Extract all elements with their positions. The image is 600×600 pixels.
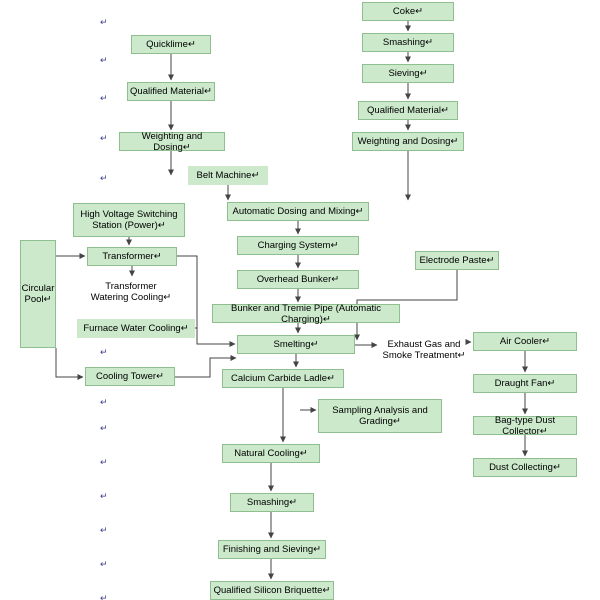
node-sieving[interactable]: Sieving↵ — [362, 64, 454, 83]
label-exhaust-gas-and-smoke-treatment: Exhaust Gas and Smoke Treatment↵ — [382, 339, 466, 361]
paragraph-mark: ↵ — [100, 457, 108, 467]
paragraph-mark: ↵ — [100, 593, 108, 600]
node-automatic-dosing-and-mixing[interactable]: Automatic Dosing and Mixing↵ — [227, 202, 369, 221]
node-bunker-and-tremie-pipe[interactable]: Bunker and Tremie Pipe (Automatic Charging)↵ — [212, 304, 400, 323]
paragraph-mark: ↵ — [100, 17, 108, 27]
node-natural-cooling[interactable]: Natural Cooling↵ — [222, 444, 320, 463]
node-smashing-top[interactable]: Smashing↵ — [362, 33, 454, 52]
node-electrode-paste[interactable]: Electrode Paste↵ — [415, 251, 499, 270]
node-charging-system[interactable]: Charging System↵ — [237, 236, 359, 255]
paragraph-mark: ↵ — [100, 397, 108, 407]
node-qualified-silicon-briquette[interactable]: Qualified Silicon Briquette↵ — [210, 581, 334, 600]
node-smelting[interactable]: Smelting↵ — [237, 335, 355, 354]
paragraph-mark: ↵ — [100, 55, 108, 65]
paragraph-mark: ↵ — [100, 173, 108, 183]
node-weighting-dosing-left[interactable]: Weighting and Dosing↵ — [119, 132, 225, 151]
node-bag-type-dust-collector[interactable]: Bag-type Dust Collector↵ — [473, 416, 577, 435]
node-cooling-tower[interactable]: Cooling Tower↵ — [85, 367, 175, 386]
node-air-cooler[interactable]: Air Cooler↵ — [473, 332, 577, 351]
node-qualified-material-left[interactable]: Qualified Material↵ — [127, 82, 215, 101]
node-finishing-and-sieving[interactable]: Finishing and Sieving↵ — [218, 540, 326, 559]
paragraph-mark: ↵ — [100, 133, 108, 143]
node-draught-fan[interactable]: Draught Fan↵ — [473, 374, 577, 393]
node-dust-collecting[interactable]: Dust Collecting↵ — [473, 458, 577, 477]
node-calcium-carbide-ladle[interactable]: Calcium Carbide Ladle↵ — [222, 369, 344, 388]
node-sampling-analysis-and-grading[interactable]: Sampling Analysis and Grading↵ — [318, 399, 442, 433]
node-smashing-bottom[interactable]: Smashing↵ — [230, 493, 314, 512]
label-transformer-watering-cooling: Transformer Watering Cooling↵ — [90, 281, 172, 303]
paragraph-mark: ↵ — [100, 559, 108, 569]
node-quicklime[interactable]: Quicklime↵ — [131, 35, 211, 54]
node-high-voltage-switching-station[interactable]: High Voltage Switching Station (Power)↵ — [73, 203, 185, 237]
node-qualified-material-right[interactable]: Qualified Material↵ — [358, 101, 458, 120]
paragraph-mark: ↵ — [100, 491, 108, 501]
node-weighting-dosing-right[interactable]: Weighting and Dosing↵ — [352, 132, 464, 151]
node-circular-pool[interactable]: Circular Pool↵ — [20, 240, 56, 348]
node-belt-machine[interactable]: Belt Machine↵ — [188, 166, 268, 185]
paragraph-mark: ↵ — [100, 423, 108, 433]
paragraph-mark: ↵ — [100, 525, 108, 535]
paragraph-mark: ↵ — [100, 93, 108, 103]
node-transformer[interactable]: Transformer↵ — [87, 247, 177, 266]
paragraph-mark: ↵ — [100, 347, 108, 357]
node-overhead-bunker[interactable]: Overhead Bunker↵ — [237, 270, 359, 289]
node-coke[interactable]: Coke↵ — [362, 2, 454, 21]
node-furnace-water-cooling[interactable]: Furnace Water Cooling↵ — [77, 319, 195, 338]
